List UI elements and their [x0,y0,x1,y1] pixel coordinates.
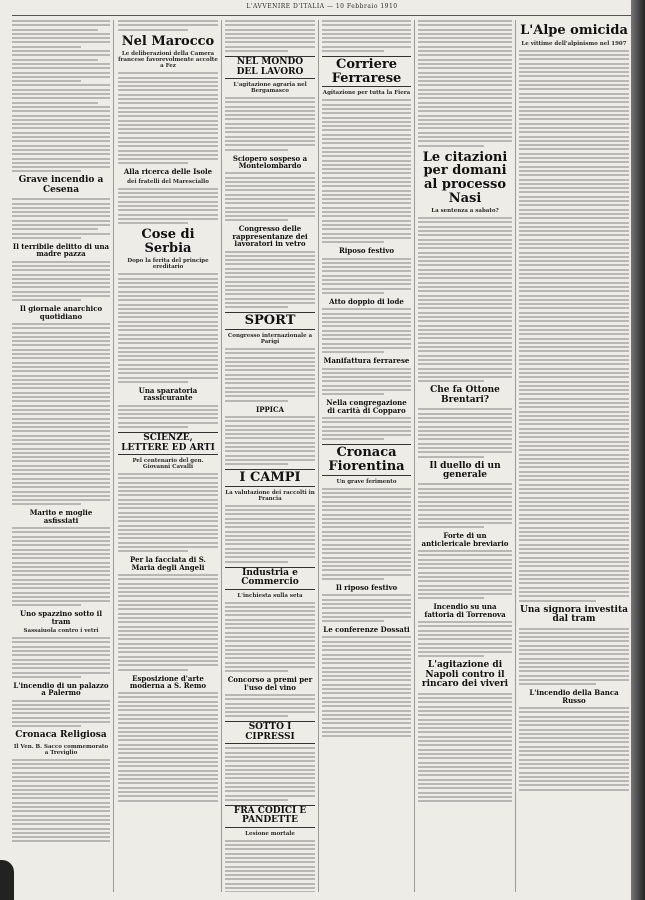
body-text [418,621,512,657]
body-text [418,217,512,382]
body-text [12,637,110,678]
body-text [225,694,315,717]
body-text [12,323,110,505]
headline: Incendio su una fattoria di Torrenova [424,602,506,619]
headline: Esposizione d'arte moderna a S. Remo [129,673,207,690]
column-rule [113,20,114,892]
body-text [12,759,110,843]
page-corner-shadow [0,860,14,900]
headline: L'incendio di un palazzo a Palermo [13,680,109,698]
headline: Marito e moglie asfissiati [29,508,93,525]
body-text [225,416,315,465]
subheadline: Le deliberazioni della Camera francese favorevolmente accolte a Fez [118,51,218,70]
subheadline: Sassaiuola contro i vetri [23,628,99,635]
headline: Una sparatoria rassicurante [138,385,198,403]
headline: Grave incendio a Cesena [18,175,104,195]
subheadline: dei fratelli del Maresciallo [127,178,209,185]
headline: Il terribile delitto di una madre pazza [12,241,110,259]
section-heading: SCIENZE, LETTERE ED ARTI [118,432,218,455]
body-text [225,840,315,892]
headline: Atto doppio di lode [329,296,404,306]
body-text [118,405,218,428]
body-text [322,258,411,294]
body-text [12,198,110,239]
body-text [322,99,411,243]
body-text [225,348,315,402]
subheadline: La sentenza a sabato? [431,208,499,215]
headline: Che fa Ottone Brentari? [430,385,500,405]
headline: Riposo festivo [338,246,395,256]
column-2 [118,20,218,892]
section-heading: Cronaca Fiorentina [322,444,411,475]
column-rule [318,20,319,892]
headline: Il riposo festivo [335,583,398,592]
body-text [322,308,411,353]
body-text [118,20,218,31]
headline: Cose di Serbia [141,227,195,256]
body-text [418,20,512,147]
body-text [519,628,629,686]
body-text [118,188,218,224]
column-rule [414,20,415,892]
column-4 [322,20,411,892]
body-text [225,20,315,52]
headline: Il duello di un generale [429,460,501,481]
body-text [225,602,315,673]
subheadline: Agitazione per tutta la Fiera [322,90,411,97]
body-text [418,408,512,457]
body-text [418,483,512,528]
subheadline: Congresso internazionale a Parigi [227,333,313,345]
section-heading: SOTTO I CIPRESSI [225,721,315,744]
subheadline: Il Ven. B. Sacco commemorato a Treviglio [13,743,109,756]
body-text [519,50,629,602]
subheadline: L'inchiesta sulla seta [237,592,303,599]
subheadline: Dopo la ferita del principe ereditario [127,258,209,271]
column-1 [12,20,110,892]
body-text [322,636,411,737]
body-text [225,251,315,309]
section-heading: Corriere Ferrarese [322,56,411,87]
body-text [118,574,218,671]
headline: L'incendio della Banca Russo [529,688,619,705]
headline: IPPICA [255,404,285,414]
body-text [12,700,110,728]
body-text [118,273,218,382]
column-rule [221,20,222,892]
body-text [322,488,411,580]
column-rule [515,20,516,892]
headline: Le citazioni per domani al processo Nasi [422,149,508,206]
section-heading: SPORT [225,312,315,330]
section-heading: NEL MONDO DEL LAVORO [225,56,315,79]
headline: Nel Marocco [121,33,215,49]
headline: Uno spazzino sotto il tram [20,609,102,626]
subheadline: Le vittime dell'alpinismo nel 1907 [521,40,627,47]
body-text [322,368,411,396]
body-text [519,707,629,791]
headline: Una signora investita dal tram [520,604,628,625]
body-text [12,261,110,302]
headline: Le conferenze Dossati [323,625,410,635]
subheadline: Un grave ferimento [336,478,397,485]
page-edge-shadow [631,0,645,900]
section-heading: I CAMPI [225,469,315,487]
body-text [225,97,315,151]
body-text [12,20,110,172]
headline: Cronaca Religiosa [15,730,107,741]
section-heading: FRA CODICI E PANDETTE [225,805,315,828]
subheadline: L'agitazione agraria nel Bergamasco [233,81,307,94]
body-text [322,594,411,622]
headline: Il giornale anarchico quotidiano [19,304,103,321]
headline: Per la facciata di S. Maria degli Angeli [130,555,206,572]
column-6 [519,20,629,892]
section-heading: Industria e Commercio [225,567,315,590]
body-text [12,527,110,606]
column-5 [418,20,512,892]
body-text [118,473,218,552]
body-text [118,692,218,801]
headline: Concorso a premi per l'uso del vino [227,675,313,692]
body-text [225,505,315,563]
headline: Alla ricerca delle Isole [123,167,213,177]
body-text [322,20,411,52]
subheadline: Lesione mortale [245,830,295,837]
headline: Nella congregazione di carità di Copparo [326,398,407,415]
headline: Congresso delle rappresentanze dei lavoratori in vetro [232,224,308,249]
subheadline: La valutazione dei raccolti in Francia [225,489,315,502]
headline: L'Alpe omicida [520,23,628,38]
body-text [225,172,315,221]
body-text [225,747,315,801]
body-text [418,693,512,802]
headline: Sciopero sospeso a Montelombardo [232,153,308,170]
headline: L'agitazione di Napoli contro il rincaro dei viveri [421,660,509,690]
body-text [322,417,411,440]
body-text [418,550,512,599]
body-text [118,72,218,164]
column-3 [225,20,315,892]
headline: Forte di un anticlericale breviario [421,531,509,548]
subheadline: Pel centenario del gen. Giovanni Cavalli [132,457,204,470]
headline: Manifattura ferrarese [323,356,410,366]
page-header: L'AVVENIRE D'ITALIA — 10 Febbraio 1910 [12,3,632,16]
